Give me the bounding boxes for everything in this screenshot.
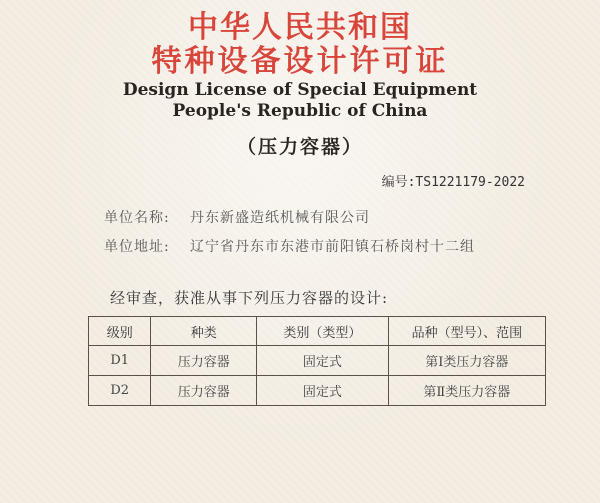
- scope-table: [88, 316, 546, 406]
- title-cn-line2: 特种设备设计许可证: [151, 44, 449, 79]
- header-variety: 品种（型号）、范围: [388, 317, 545, 346]
- unit-address-label: 单位地址:: [104, 239, 170, 255]
- cell-level: D1: [89, 346, 151, 376]
- table-header-row: [89, 317, 546, 346]
- header-kind: 种类: [151, 317, 257, 346]
- title-en-line1: Design License of Special Equipment: [122, 80, 478, 100]
- cell-kind: 压力容器: [151, 346, 257, 376]
- unit-name: 丹东新盛造纸机械有限公司: [190, 210, 370, 226]
- license-category: （压力容器）: [236, 136, 363, 158]
- title-en-line2: People's Republic of China: [172, 101, 428, 121]
- approval-statement: 经审查，获准从事下列压力容器的设计:: [110, 289, 389, 307]
- cell-level: D2: [89, 376, 151, 406]
- title-cn-line1: 中华人民共和国: [188, 10, 412, 45]
- unit-name-label: 单位名称:: [104, 210, 170, 226]
- table-row: [89, 376, 546, 406]
- cell-kind: 压力容器: [151, 376, 257, 406]
- cell-type: 固定式: [257, 376, 389, 406]
- cell-variety: 第Ⅰ类压力容器: [388, 346, 545, 376]
- cell-variety: 第Ⅱ类压力容器: [388, 376, 545, 406]
- cell-type: 固定式: [257, 346, 389, 376]
- header-type: 类别（类型）: [257, 317, 389, 346]
- unit-address: 辽宁省丹东市东港市前阳镇石桥岗村十二组: [190, 239, 475, 255]
- table-row: [89, 346, 546, 376]
- header-level: 级别: [89, 317, 151, 346]
- certificate-number: 编号:TS1221179-2022: [381, 175, 525, 190]
